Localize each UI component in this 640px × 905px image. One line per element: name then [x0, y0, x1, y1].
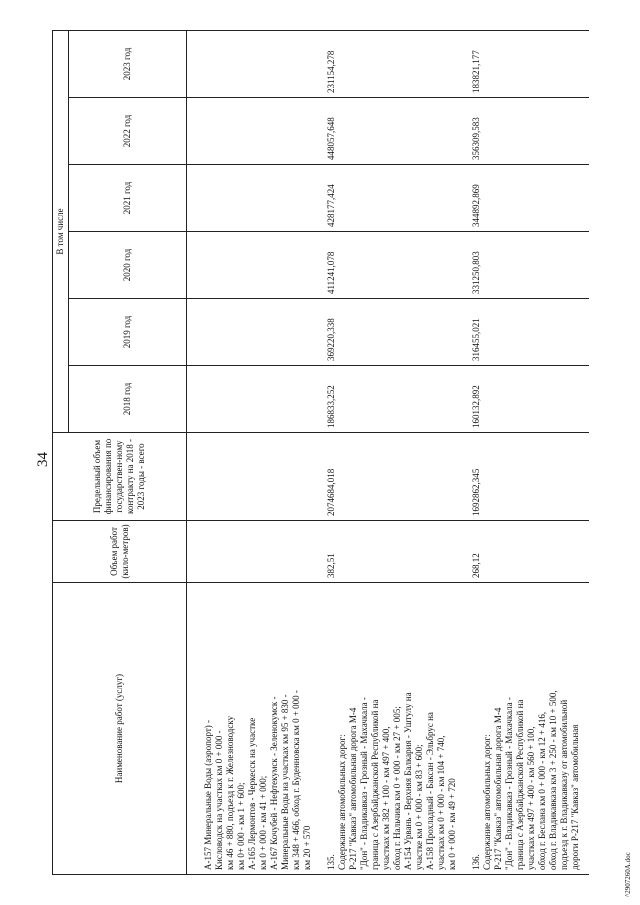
header-year: 2023 год [69, 30, 187, 97]
work-lines: А-157 Минеральные Воды (аэропорт) - Кисловодск на участках км 0 + 000 - км 46 + 880, подъезд к г. Железноводску км 0+ 000 - км 1 + 600; А-165 Лермонтов - Черкесск на участке км 0 + 000 - км 41 + 000; А-167 Кочубей - Нефтекумск - Зеленокумск - Минеральные Воды на участках км 95 + 830 - км 348 + 466, обход г. Буденновска км 0 + 000 - км 20 + 570 [203, 690, 312, 870]
work-value: 331250,803 [466, 232, 589, 299]
header-year: 2021 год [69, 165, 187, 232]
work-lines: Содержание автомобильных дорог: Р-217 "Кавказ" автомобильная дорога М-4 "Дон" - Владикавказ - Грозный - Махачкала - граница с Азербайджанской Республикой на участках км 497 + 400 - км 560 + 100, обход г. Беслана км 0 + 000 - км 12 + 416, обход г. Владикавказа км 3 + 250 - км 10 + 500, подъезд к г. Владикавказу от автомобильной дороги Р-217 "Кавказ" автомобильная [482, 690, 580, 870]
work-total: 1692862,345 [466, 433, 589, 521]
work-value: 316455,021 [466, 299, 589, 366]
header-year: 2020 год [69, 232, 187, 299]
work-value: 448057,648 [321, 98, 466, 165]
header-volume: Объем работ (кило-метров) [53, 521, 187, 583]
work-value: 344892,869 [466, 165, 589, 232]
header-year: 2018 год [69, 366, 187, 433]
work-name [187, 583, 322, 875]
header-year: 2022 год [69, 98, 187, 165]
page-number: 34 [35, 452, 51, 467]
work-value: 369220,338 [321, 299, 466, 366]
table-row [187, 30, 322, 874]
work-value [187, 165, 322, 232]
work-value [187, 366, 322, 433]
work-volume [187, 521, 322, 583]
work-total [187, 433, 322, 521]
header-group: В том числе [53, 30, 69, 432]
work-value: 428177,424 [321, 165, 466, 232]
work-value [187, 299, 322, 366]
work-value [187, 232, 322, 299]
header-limit: Предельный объем финансирования по государствен-ному контракту на 2018 - 2023 годы - всего [53, 433, 187, 521]
work-value: 231154,278 [321, 30, 466, 97]
work-value: 186833,252 [321, 366, 466, 433]
work-total: 2074684,018 [321, 433, 466, 521]
table-header [53, 30, 187, 874]
work-value: 160132,892 [466, 366, 589, 433]
header-year: 2019 год [69, 299, 187, 366]
work-lines: Содержание автомобильных дорог: Р-217 "Кавказ" автомобильная дорога М-4 "Дон" - Владикавказ - Грозный - Махачкала - граница с Азербайджанской Республикой на участках км 382 + 100 - км 497 + 400, обход г. Нальчика км 0 + 000 - км 27 + 005; А-154 Урвань - Верхняя Балкария - Уштулу на участке км 0 + 000 - км 83 + 600; А-158 Прохладный - Баксан - Эльбрус на участках км 0 + 000 - км 104 + 740, км 0 + 000 - км 49 + 720 [337, 692, 457, 870]
work-name: 135.Содержание автомобильных дорог: Р-217 "Кавказ" автомобильная дорога М-4 "Дон" - Владикавказ - Грозный - Махачкала - граница с Азербайджанской Республикой на участках км 382 + 100 - км 497 + 400, обход г. Нальчика км 0 + 000 - км 27 + 005; А-154 Урвань - Верхняя Балкария - Уштулу на участке км 0 + 000 - км 83 + 600; А-158 Прохладный - Баксан - Эльбрус на участках км 0 + 000 - км 104 + 740, км 0 + 000 - км 49 + 720 [321, 583, 466, 875]
work-value [187, 30, 322, 97]
work-value [187, 98, 322, 165]
work-value: 356309,583 [466, 98, 589, 165]
table-body [187, 30, 590, 874]
header-name: Наименование работ (услуг) [53, 583, 187, 875]
work-value: 183821,177 [466, 30, 589, 97]
work-name: 136.Содержание автомобильных дорог: Р-217 "Кавказ" автомобильная дорога М-4 "Дон" - Владикавказ - Грозный - Махачкала - граница с Азербайджанской Республикой на участках км 497 + 400 - км 560 + 100, обход г. Беслана км 0 + 000 - км 12 + 416, обход г. Владикавказа км 3 + 250 - км 10 + 500, подъезд к г. Владикавказу от автомобильной дороги Р-217 "Кавказ" автомобильная [466, 583, 589, 875]
file-footer: ^2907260А.doc [624, 852, 632, 897]
works-table [52, 30, 589, 875]
table-row [466, 30, 589, 874]
work-volume: 382,51 [321, 521, 466, 583]
work-volume: 268,12 [466, 521, 589, 583]
table-row [321, 30, 466, 874]
work-value: 411241,078 [321, 232, 466, 299]
